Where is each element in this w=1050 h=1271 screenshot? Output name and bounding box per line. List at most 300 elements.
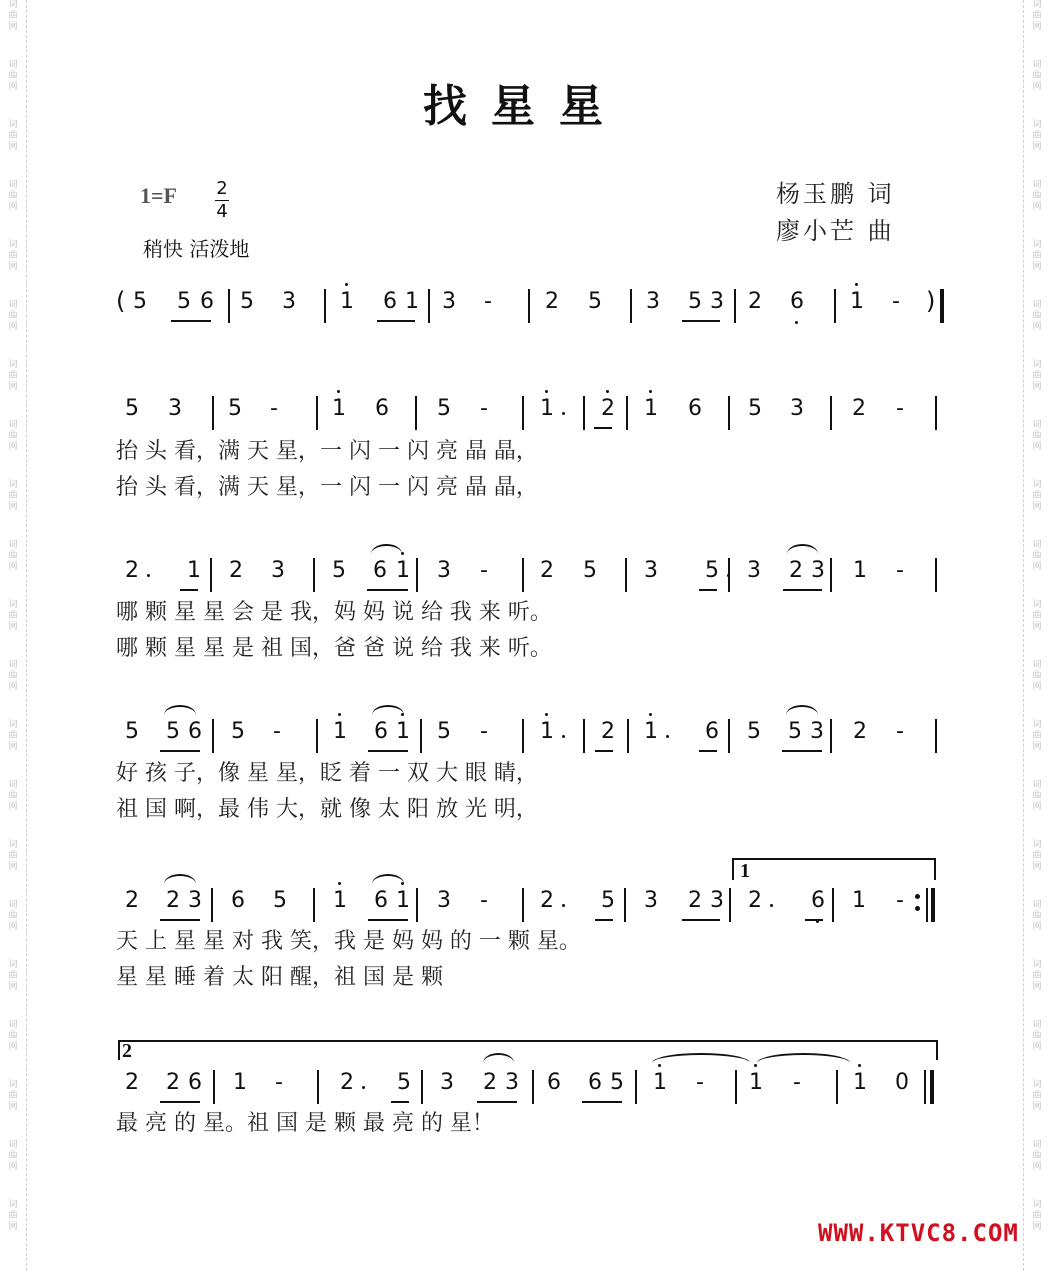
octave-dot-above	[338, 713, 341, 716]
watermark-glyph: 词	[8, 960, 18, 970]
watermark-glyph: 网	[1032, 862, 1042, 872]
note: 3	[505, 1070, 519, 1095]
repeat-bar-thin	[926, 888, 928, 922]
bar-line	[313, 888, 315, 922]
watermark-glyph: 词	[8, 480, 18, 490]
watermark-glyph: 曲	[1032, 911, 1042, 921]
watermark-glyph: 网	[1032, 82, 1042, 92]
bar-line	[212, 396, 214, 430]
note: 5	[705, 558, 719, 583]
bar-line	[522, 558, 524, 592]
note: 3	[646, 289, 660, 314]
watermark-glyph: 网	[1032, 982, 1042, 992]
augmentation-dot	[562, 735, 565, 738]
augmentation-dot	[562, 904, 565, 907]
note: 6	[790, 289, 804, 314]
lyric-line: 哪 颗 星 星 是 祖 国，爸 爸 说 给 我 来 听。	[116, 636, 552, 661]
augmentation-dot	[362, 1086, 365, 1089]
note: 2	[601, 396, 615, 421]
note: 1	[187, 558, 201, 583]
watermark-glyph: 曲	[1032, 671, 1042, 681]
watermark-glyph: 词	[1032, 180, 1042, 190]
watermark-glyph: 曲	[8, 371, 18, 381]
watermark-glyph: 网	[8, 82, 18, 92]
bar-line	[428, 289, 430, 323]
watermark-glyph: 网	[1032, 502, 1042, 512]
lyric-line: 星 星 睡 着 太 阳 醒，祖 国 是 颗	[116, 965, 443, 990]
note: 3	[440, 1070, 454, 1095]
note: -	[896, 719, 904, 744]
lyric-line: 天 上 星 星 对 我 笑，我 是 妈 妈 的 一 颗 星。	[116, 929, 581, 954]
watermark-glyph: 曲	[1032, 731, 1042, 741]
watermark-glyph: 词	[8, 660, 18, 670]
watermark-glyph: 曲	[8, 251, 18, 261]
note: 6	[811, 888, 825, 913]
bar-line	[734, 289, 736, 323]
note: 2	[852, 396, 866, 421]
bar-line	[415, 396, 417, 430]
beam-underline	[594, 427, 612, 429]
note: 1	[644, 396, 658, 421]
watermark-glyph: 词	[8, 180, 18, 190]
bar-line	[324, 289, 326, 323]
beam-underline	[368, 919, 408, 921]
beam-underline	[595, 919, 613, 921]
octave-dot-above	[754, 1064, 757, 1067]
watermark-glyph: 曲	[1032, 611, 1042, 621]
slur-arc	[786, 705, 818, 715]
watermark-glyph: 词	[8, 900, 18, 910]
watermark-glyph: 词	[1032, 300, 1042, 310]
watermark-strip-right	[1023, 0, 1050, 1271]
note: 2	[540, 888, 554, 913]
bar-line	[532, 1070, 534, 1104]
note: 1	[332, 396, 346, 421]
note: 5	[332, 558, 346, 583]
watermark-glyph: 网	[1032, 1222, 1042, 1232]
watermark-glyph: 曲	[8, 131, 18, 141]
watermark-glyph: 词	[8, 240, 18, 250]
octave-dot-above	[338, 882, 341, 885]
end-bar-thin	[924, 1070, 926, 1104]
note: 6	[588, 1070, 602, 1095]
octave-dot-below	[795, 321, 798, 324]
lyric-line: 最 亮 的 星。祖 国 是 颗 最 亮 的 星！	[116, 1111, 494, 1136]
beam-underline	[699, 589, 717, 591]
note: 1	[749, 1070, 763, 1095]
augmentation-dot	[666, 735, 669, 738]
note: 2	[125, 888, 139, 913]
composer-credit: 廖小芒 曲	[776, 217, 895, 245]
note: 6	[188, 719, 202, 744]
watermark-glyph: 曲	[8, 791, 18, 801]
note: -	[896, 396, 904, 421]
note: 1	[333, 719, 347, 744]
augmentation-dot	[562, 412, 565, 415]
note: 3	[810, 719, 824, 744]
watermark-glyph: 曲	[8, 311, 18, 321]
note: 5	[231, 719, 245, 744]
note: -	[896, 888, 904, 913]
octave-dot-above	[658, 1064, 661, 1067]
note: 5	[601, 888, 615, 913]
watermark-glyph: 词	[8, 60, 18, 70]
bar-line	[624, 888, 626, 922]
watermark-glyph: 曲	[1032, 491, 1042, 501]
bar-line	[420, 719, 422, 753]
octave-dot-above	[545, 713, 548, 716]
watermark-glyph: 曲	[1032, 851, 1042, 861]
tempo-marking: 稍快 活泼地	[143, 237, 250, 261]
parenthesis: (	[116, 287, 126, 315]
note: 1	[653, 1070, 667, 1095]
watermark-glyph: 网	[1032, 262, 1042, 272]
watermark-glyph: 曲	[1032, 11, 1042, 21]
note: 3	[168, 396, 182, 421]
note: 1	[396, 719, 410, 744]
bar-line	[728, 719, 730, 753]
note: 5	[583, 558, 597, 583]
note: 1	[644, 719, 658, 744]
bar-line	[316, 719, 318, 753]
note: 1	[333, 888, 347, 913]
volta-bracket-2	[118, 1040, 938, 1060]
note: 3	[710, 289, 724, 314]
beam-underline	[595, 750, 613, 752]
watermark-glyph: 词	[1032, 960, 1042, 970]
bar-line	[728, 396, 730, 430]
bar-line	[228, 289, 230, 323]
watermark-glyph: 曲	[1032, 551, 1042, 561]
note: 2	[125, 1070, 139, 1095]
beam-underline	[160, 750, 200, 752]
watermark-glyph: 曲	[1032, 1151, 1042, 1161]
watermark-glyph: 曲	[1032, 71, 1042, 81]
watermark-glyph: 曲	[8, 911, 18, 921]
note: 1	[396, 888, 410, 913]
beam-underline	[160, 1101, 200, 1103]
watermark-glyph: 网	[8, 982, 18, 992]
watermark-glyph: 曲	[8, 71, 18, 81]
volta-label-1: 1	[740, 860, 750, 882]
watermark-glyph: 词	[8, 420, 18, 430]
watermark-glyph: 曲	[8, 611, 18, 621]
note: 5	[228, 396, 242, 421]
note: 3	[442, 289, 456, 314]
note: 1	[540, 396, 554, 421]
watermark-glyph: 曲	[8, 1091, 18, 1101]
octave-dot-above	[649, 390, 652, 393]
bar-line	[630, 289, 632, 323]
bar-line	[935, 396, 937, 430]
watermark-glyph: 网	[8, 1222, 18, 1232]
bar-line	[522, 719, 524, 753]
note: 6	[200, 289, 214, 314]
watermark-glyph: 曲	[1032, 251, 1042, 261]
watermark-glyph: 网	[1032, 1042, 1042, 1052]
watermark-glyph: 词	[8, 1140, 18, 1150]
watermark-glyph: 曲	[1032, 1031, 1042, 1041]
watermark-glyph: 网	[8, 742, 18, 752]
note: 2	[229, 558, 243, 583]
note: 6	[547, 1070, 561, 1095]
bar-line	[416, 558, 418, 592]
note: 6	[374, 719, 388, 744]
watermark-glyph: 曲	[8, 191, 18, 201]
lyric-line: 好 孩 子，像 星 星，眨 着 一 双 大 眼 睛，	[116, 761, 538, 786]
bar-line	[625, 558, 627, 592]
watermark-glyph: 网	[8, 202, 18, 212]
note: 3	[747, 558, 761, 583]
watermark-glyph: 网	[1032, 682, 1042, 692]
beam-underline	[805, 919, 823, 921]
watermark-glyph: 网	[8, 1102, 18, 1112]
key-signature: 1=F	[140, 183, 177, 208]
watermark-glyph: 曲	[8, 1031, 18, 1041]
watermark-glyph: 网	[1032, 142, 1042, 152]
note: -	[480, 396, 488, 421]
note: 6	[373, 558, 387, 583]
bar-line	[583, 396, 585, 430]
slur-arc	[371, 544, 402, 554]
bar-line	[416, 888, 418, 922]
watermark-glyph: 网	[8, 142, 18, 152]
watermark-glyph: 曲	[1032, 191, 1042, 201]
watermark-glyph: 网	[8, 622, 18, 632]
beam-underline	[171, 320, 211, 322]
bar-line	[211, 888, 213, 922]
note: 6	[188, 1070, 202, 1095]
note: 2	[540, 558, 554, 583]
note: 1	[340, 289, 354, 314]
beam-underline	[682, 320, 720, 322]
watermark-glyph: 网	[8, 22, 18, 32]
beam-underline	[180, 589, 198, 591]
repeat-dot-upper	[915, 894, 920, 899]
watermark-glyph: 曲	[8, 551, 18, 561]
end-bar-thick	[930, 1070, 934, 1104]
note: 5	[437, 719, 451, 744]
watermark-glyph: 网	[8, 862, 18, 872]
note: 6	[688, 396, 702, 421]
slur-arc	[372, 874, 404, 884]
note: 2	[789, 558, 803, 583]
beam-underline	[682, 919, 720, 921]
watermark-glyph: 网	[1032, 22, 1042, 32]
site-logo: WWW.KTVC8.COM	[818, 1219, 1019, 1247]
beam-underline	[160, 919, 200, 921]
note: 5	[688, 289, 702, 314]
watermark-glyph: 网	[8, 262, 18, 272]
note: 1	[850, 289, 864, 314]
octave-dot-above	[855, 283, 858, 286]
note: 6	[231, 888, 245, 913]
watermark-glyph: 词	[8, 840, 18, 850]
watermark-glyph: 网	[1032, 1102, 1042, 1112]
watermark-glyph: 词	[8, 1200, 18, 1210]
beam-underline	[367, 589, 408, 591]
note: 6	[383, 289, 397, 314]
note: 5	[133, 289, 147, 314]
watermark-glyph: 网	[1032, 202, 1042, 212]
note: 5	[610, 1070, 624, 1095]
watermark-glyph: 网	[8, 802, 18, 812]
beam-underline	[368, 750, 408, 752]
watermark-glyph: 网	[8, 1162, 18, 1172]
watermark-glyph: 网	[1032, 742, 1042, 752]
note: -	[696, 1070, 704, 1095]
song-title: 找星星	[423, 81, 627, 132]
bar-line	[834, 289, 836, 323]
bar-line	[627, 719, 629, 753]
bar-line	[313, 558, 315, 592]
beam-underline	[477, 1101, 517, 1103]
bar-line	[626, 396, 628, 430]
bar-line	[635, 1070, 637, 1104]
time-signature	[214, 178, 230, 223]
note: 5	[588, 289, 602, 314]
watermark-glyph: 词	[1032, 1140, 1042, 1150]
watermark-glyph: 词	[1032, 480, 1042, 490]
slur-arc	[164, 874, 196, 884]
octave-dot-above	[545, 390, 548, 393]
note: 2	[166, 1070, 180, 1095]
watermark-glyph: 网	[1032, 922, 1042, 932]
beam-underline	[377, 320, 415, 322]
watermark-glyph: 曲	[8, 11, 18, 21]
note: 3	[188, 888, 202, 913]
repeat-dot-lower	[915, 906, 920, 911]
watermark-glyph: 词	[1032, 240, 1042, 250]
watermark-glyph: 网	[1032, 322, 1042, 332]
note: 1	[852, 888, 866, 913]
watermark-glyph: 词	[8, 1080, 18, 1090]
bar-line	[836, 1070, 838, 1104]
parenthesis: )	[926, 287, 936, 315]
beam-underline	[582, 1101, 622, 1103]
note: 2	[748, 888, 762, 913]
note: -	[484, 289, 492, 314]
watermark-glyph: 网	[1032, 562, 1042, 572]
watermark-glyph: 曲	[8, 731, 18, 741]
bar-line	[583, 719, 585, 753]
note: 5	[273, 888, 287, 913]
note: 2	[748, 289, 762, 314]
beam-underline	[783, 589, 822, 591]
bar-line	[935, 719, 937, 753]
watermark-glyph: 网	[8, 562, 18, 572]
watermark-glyph: 词	[1032, 1200, 1042, 1210]
watermark-glyph: 曲	[8, 491, 18, 501]
watermark-glyph: 词	[8, 540, 18, 550]
lyric-line: 祖 国 啊，最 伟 大，就 像 太 阳 放 光 明，	[116, 797, 538, 822]
watermark-glyph: 网	[8, 682, 18, 692]
watermark-glyph: 词	[8, 300, 18, 310]
note: 5	[166, 719, 180, 744]
watermark-glyph: 网	[1032, 622, 1042, 632]
time-signature-bottom: 4	[216, 201, 228, 222]
note: 5	[747, 719, 761, 744]
watermark-glyph: 曲	[8, 671, 18, 681]
bar-line	[830, 396, 832, 430]
bar-line	[421, 1070, 423, 1104]
bar-line	[728, 558, 730, 592]
note: 1	[396, 558, 410, 583]
bar-line	[735, 1070, 737, 1104]
watermark-glyph: 词	[8, 0, 18, 10]
note: 0	[895, 1070, 909, 1095]
note: 2	[601, 719, 615, 744]
watermark-glyph: 词	[1032, 60, 1042, 70]
note: -	[275, 1070, 283, 1095]
bar-line	[316, 396, 318, 430]
lyricist-credit: 杨玉鹏 词	[776, 180, 895, 208]
slur-arc	[372, 705, 404, 715]
note: 2	[853, 719, 867, 744]
repeat-bar-thick	[931, 888, 935, 922]
bar-line	[212, 719, 214, 753]
bar-line	[935, 558, 937, 592]
note: 6	[375, 396, 389, 421]
note: 5	[125, 396, 139, 421]
note: 5	[177, 289, 191, 314]
note: 5	[397, 1070, 411, 1095]
note: 2	[688, 888, 702, 913]
note: 3	[710, 888, 724, 913]
note: 3	[644, 888, 658, 913]
bar-line	[729, 888, 731, 922]
watermark-glyph: 词	[1032, 600, 1042, 610]
note: 6	[374, 888, 388, 913]
octave-dot-above	[858, 1064, 861, 1067]
watermark-glyph: 网	[8, 922, 18, 932]
watermark-glyph: 曲	[1032, 791, 1042, 801]
note: -	[480, 888, 488, 913]
bar-line	[213, 1070, 215, 1104]
volta-bracket-1	[732, 858, 936, 880]
bar-line	[522, 396, 524, 430]
note: -	[892, 289, 900, 314]
note: 3	[271, 558, 285, 583]
slur-arc	[164, 705, 196, 715]
watermark-glyph: 曲	[8, 431, 18, 441]
watermark-glyph: 词	[8, 120, 18, 130]
octave-dot-above	[337, 390, 340, 393]
bar-line	[210, 558, 212, 592]
note: -	[896, 558, 904, 583]
watermark-glyph: 词	[1032, 840, 1042, 850]
watermark-glyph: 词	[8, 780, 18, 790]
note: -	[273, 719, 281, 744]
note: 1	[853, 1070, 867, 1095]
watermark-glyph: 词	[1032, 900, 1042, 910]
bar-line	[830, 719, 832, 753]
watermark-glyph: 网	[1032, 1162, 1042, 1172]
watermark-glyph: 词	[1032, 0, 1042, 10]
lyric-line: 抬 头 看，满 天 星，一 闪 一 闪 亮 晶 晶，	[116, 439, 538, 464]
note: -	[480, 558, 488, 583]
watermark-glyph: 词	[1032, 660, 1042, 670]
bar-line	[528, 289, 530, 323]
augmentation-dot	[147, 574, 150, 577]
note: -	[270, 396, 278, 421]
watermark-strip-left	[0, 0, 27, 1271]
watermark-glyph: 曲	[1032, 971, 1042, 981]
note: 1	[540, 719, 554, 744]
note: -	[793, 1070, 801, 1095]
note: 1	[405, 289, 419, 314]
bar-line	[317, 1070, 319, 1104]
